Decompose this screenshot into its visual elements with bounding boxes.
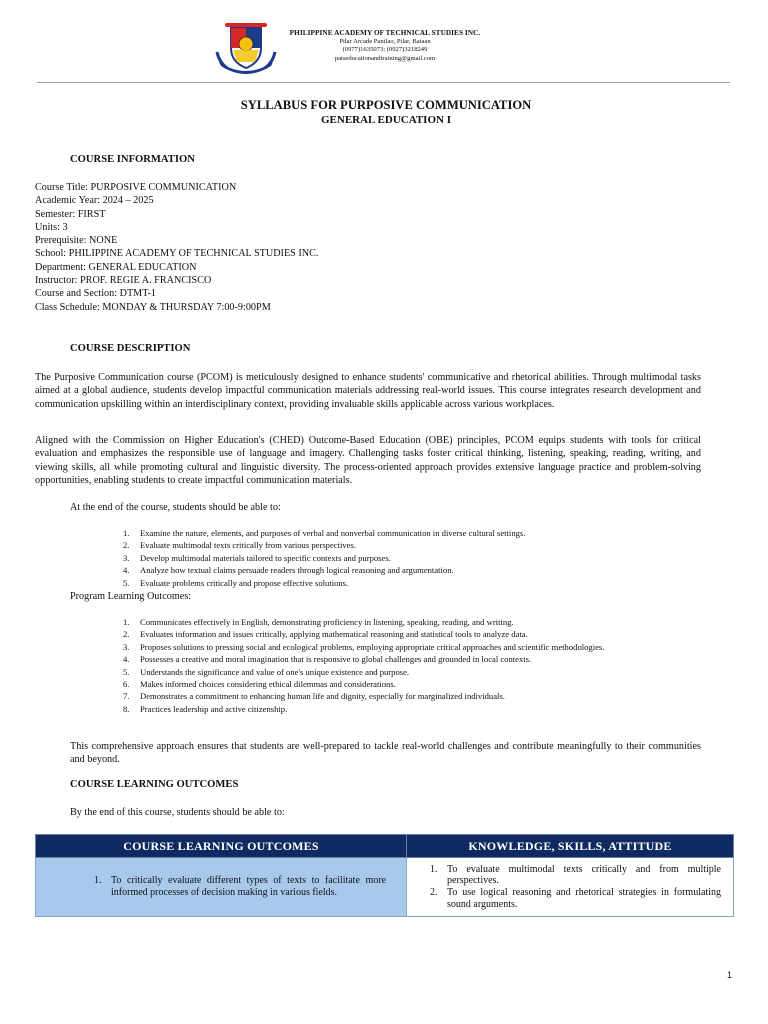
list-item: Evaluates information and issues critically, applying mathematical reasoning and statistical tools to analyze data. <box>140 629 528 640</box>
closing-paragraph: This comprehensive approach ensures that students are well-prepared to tackle real-world challenges and contribute meaningfully to their communities and beyond. <box>70 741 701 766</box>
course-learning-outcomes-heading: COURSE LEARNING OUTCOMES <box>70 779 239 790</box>
clo-cell <box>36 858 407 917</box>
school-logo <box>215 22 277 74</box>
description-paragraph-1: The Purposive Communication course (PCOM) is meticulously designed to enhance students' communicative and rhetorical abilities. Through multimodal tasks aimed at a global audience, students develop impactful communication materials addressing real-world issues. This course integrates research development and communication upskilling within an interdisciplinary context, providing invaluable skills applicable across various workplaces. <box>35 372 701 410</box>
info-academic-year: Academic Year: 2024 – 2025 <box>35 195 154 207</box>
clo-intro: By the end of this course, students should be able to: <box>70 807 285 818</box>
list-item: Evaluate multimodal texts critically from various perspectives. <box>140 540 356 551</box>
course-description-heading: COURSE DESCRIPTION <box>70 343 191 354</box>
list-item: Understands the significance and value of one's unique existence and purpose. <box>140 666 410 677</box>
list-item: Communicates effectively in English, demonstrating proficiency in listening, speaking, reading, and writing. <box>140 617 514 627</box>
info-semester: Semester: FIRST <box>35 208 106 220</box>
list-item: Possesses a creative and moral imagination that is responsive to global challenges and grounded in local contexts. <box>140 654 532 665</box>
ksa-cell <box>407 858 734 917</box>
list-item: Makes informed choices considering ethical dilemmas and considerations. <box>140 679 396 690</box>
info-units: Units: 3 <box>35 221 68 233</box>
column-header-clo: COURSE LEARNING OUTCOMES <box>36 835 407 858</box>
list-item: Examine the nature, elements, and purposes of verbal and nonverbal communication in diverse cultural settings. <box>140 528 526 538</box>
school-email: patseducationandtraining@gmail.com <box>334 54 436 62</box>
course-information-heading: COURSE INFORMATION <box>70 154 195 165</box>
list-item: Evaluate problems critically and propose effective solutions. <box>140 577 349 588</box>
clo-list <box>36 875 406 898</box>
school-name: PHILIPPINE ACADEMY OF TECHNICAL STUDIES INC. <box>289 29 481 37</box>
objectives-intro: At the end of the course, students should be able to: <box>70 502 281 513</box>
list-item: To evaluate multimodal texts critically and from multiple perspectives. <box>447 863 721 887</box>
list-item: Demonstrates a commitment to enhancing human life and dignity, especially for marginalized individuals. <box>140 691 505 702</box>
list-item: Practices leadership and active citizenship. <box>140 703 288 714</box>
list-item: To use logical reasoning and rhetorical strategies in formulating sound arguments. <box>447 887 721 910</box>
document-title: SYLLABUS FOR PURPOSIVE COMMUNICATION <box>240 98 532 112</box>
learning-outcomes-table <box>35 834 734 917</box>
course-objectives-list <box>0 527 768 589</box>
info-course-section: Course and Section: DTMT-1 <box>35 288 157 300</box>
list-item: Analyze how textual claims persuade readers through logical reasoning and argumentation. <box>140 565 454 576</box>
school-phone: (0977)1635073; (0927)3218249 <box>342 46 428 54</box>
info-instructor: Instructor: PROF. REGIE A. FRANCISCO <box>35 275 212 287</box>
program-learning-outcomes-heading: Program Learning Outcomes: <box>70 591 192 602</box>
header-divider <box>37 82 730 83</box>
page-number: 1 <box>727 970 733 980</box>
course-information-list <box>35 181 735 314</box>
table-row <box>36 858 734 917</box>
info-class-schedule: Class Schedule: MONDAY & THURSDAY 7:00-9:00PM <box>35 301 271 313</box>
table-header-row <box>36 835 734 858</box>
school-header <box>285 29 485 63</box>
info-prerequisite: Prerequisite: NONE <box>35 235 118 247</box>
info-department: Department: GENERAL EDUCATION <box>35 261 197 273</box>
ksa-list <box>407 864 733 910</box>
description-paragraph-2: Aligned with the Commission on Higher Education's (CHED) Outcome-Based Education (OBE) principles, PCOM equips students with tools for critical evaluation and emphasizes the responsible use of language and imagery. Challenging tasks foster critical thinking, listening, speaking, reading, writing, and viewing skills, all while promoting cultural and linguistic diversity. The process-oriented approach provides extensive language practice and problem-solving opportunities, enabling students to create impactful communication materials. <box>35 435 701 486</box>
list-item: Proposes solutions to pressing social and ecological problems, employing appropriate critical approaches and scientific methodologies. <box>140 641 605 652</box>
list-item: Develop multimodal materials tailored to specific contexts and purposes. <box>140 552 391 563</box>
list-item: To critically evaluate different types of texts to facilitate more informed processes of decision making in various fields. <box>111 875 386 898</box>
school-address: Pilar Arcade Panilao, Pilar, Bataan <box>339 37 431 45</box>
program-learning-outcomes-list <box>0 616 768 715</box>
info-course-title: Course Title: PURPOSIVE COMMUNICATION <box>35 182 237 193</box>
document-subtitle: GENERAL EDUCATION I <box>321 114 451 126</box>
info-school: School: PHILIPPINE ACADEMY OF TECHNICAL STUDIES INC. <box>35 248 319 260</box>
column-header-ksa: KNOWLEDGE, SKILLS, ATTITUDE <box>407 835 734 858</box>
